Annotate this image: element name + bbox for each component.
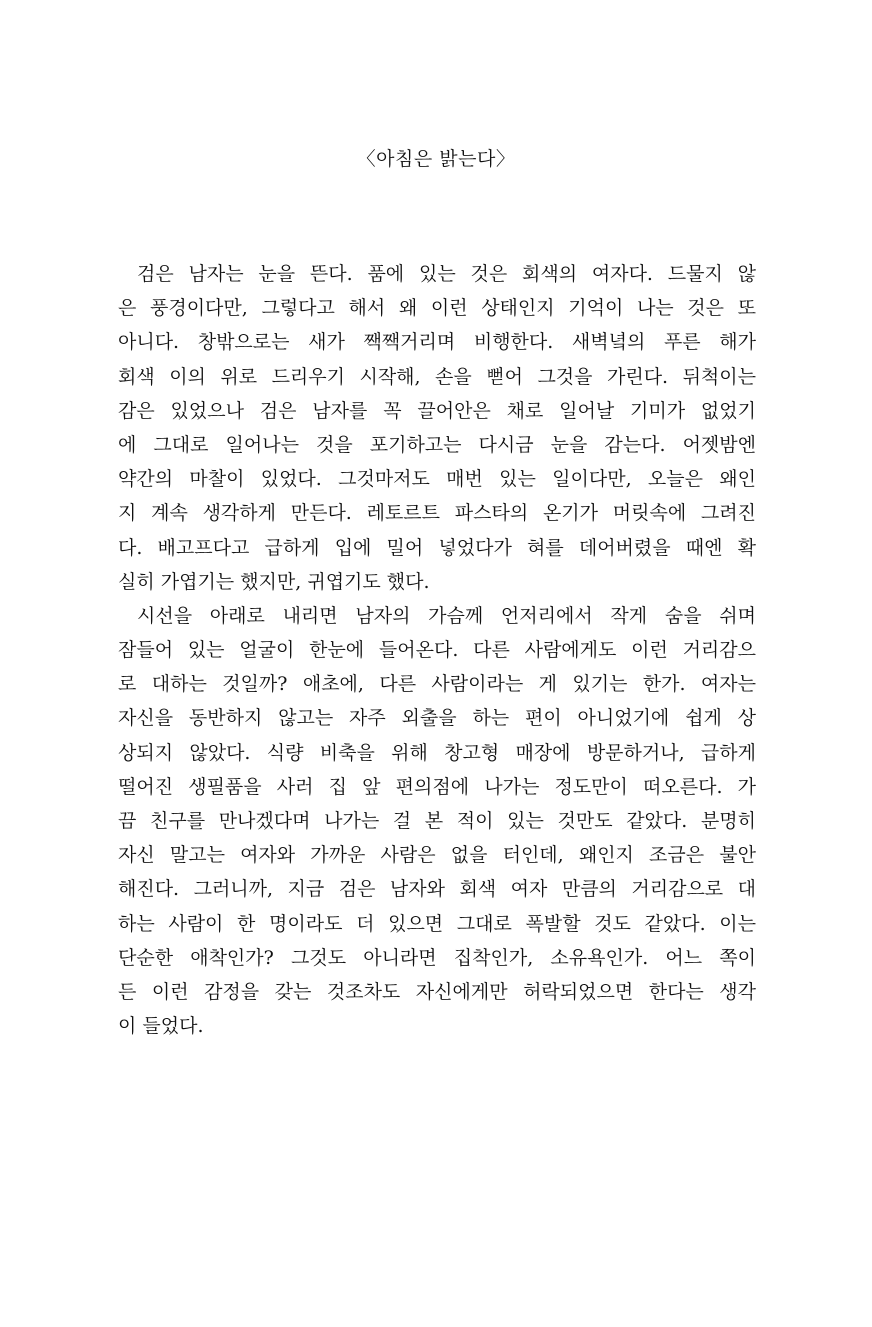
text-line: 로 대하는 것일까? 애초에, 다른 사람이라는 게 있기는 한가. 여자는 [118,673,756,696]
text-line: 자신을 동반하지 않고는 자주 외출을 하는 편이 아니었기에 쉽게 상 [118,707,756,730]
text-line: 은 풍경이다만, 그렇다고 해서 왜 이런 상태인지 기억이 나는 것은 또 [118,297,756,320]
paragraph-1 [118,257,756,599]
text-line: 지 계속 생각하게 만든다. 레토르트 파스타의 온기가 머릿속에 그려진 [118,502,756,525]
text-line: 회색 이의 위로 드리우기 시작해, 손을 뻗어 그것을 가린다. 뒤척이는 [118,365,756,388]
text-line: 단순한 애착인가? 그것도 아니라면 집착인가, 소유욕인가. 어느 쪽이 [118,946,756,969]
document-body [118,257,756,1043]
text-line: 이 들었다. [118,1015,204,1038]
text-line: 상되지 않았다. 식량 비축을 위해 창고형 매장에 방문하거나, 급하게 [118,741,756,764]
text-line: 든 이런 감정을 갖는 것조차도 자신에게만 허락되었으면 한다는 생각 [118,980,756,1003]
text-line: 자신 말고는 여자와 가까운 사람은 없을 터인데, 왜인지 조금은 불안 [118,844,756,867]
text-line: 에 그대로 일어나는 것을 포기하고는 다시금 눈을 감는다. 어젯밤엔 [118,433,756,456]
document-title: 〈아침은 밝는다〉 [356,148,516,170]
text-line: 다. 배고프다고 급하게 입에 밀어 넣었다가 혀를 데어버렸을 때엔 확 [118,536,756,559]
paragraph-2 [118,599,756,1043]
text-line: 해진다. 그러니까, 지금 검은 남자와 회색 여자 만큼의 거리감으로 대 [118,878,756,901]
text-line: 하는 사람이 한 명이라도 더 있으면 그대로 폭발할 것도 같았다. 이는 [118,912,756,935]
text-line: 끔 친구를 만나겠다며 나가는 걸 본 적이 있는 것만도 같았다. 분명히 [118,810,756,832]
text-line: 아니다. 창밖으로는 새가 짹짹거리며 비행한다. 새벽녘의 푸른 해가 [118,331,756,354]
text-line: 감은 있었으나 검은 남자를 꼭 끌어안은 채로 일어날 기미가 없었기 [118,399,756,422]
text-line: 떨어진 생필품을 사러 집 앞 편의점에 나가는 정도만이 떠오른다. 가 [118,775,756,798]
text-line: 잠들어 있는 얼굴이 한눈에 들어온다. 다른 사람에게도 이런 거리감으 [118,639,756,662]
text-line: 실히 가엽기는 했지만, 귀엽기도 했다. [118,570,430,593]
text-line: 약간의 마찰이 있었다. 그것마저도 매번 있는 일이다만, 오늘은 왜인 [118,468,756,491]
text-line: 시선을 아래로 내리면 남자의 가슴께 언저리에서 작게 숨을 쉬며 [137,604,756,627]
text-line: 검은 남자는 눈을 뜬다. 품에 있는 것은 회색의 여자다. 드물지 않 [137,263,756,285]
